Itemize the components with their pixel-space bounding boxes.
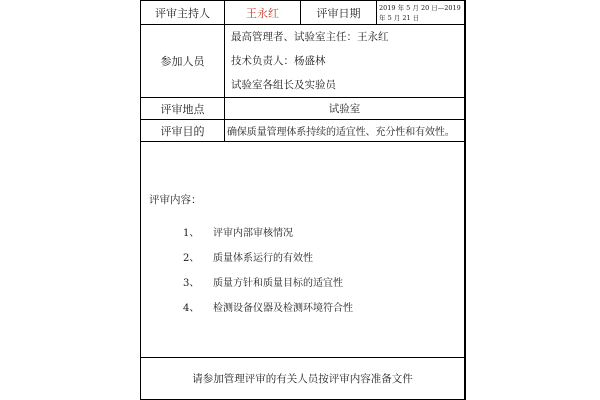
participants-label: 参加人员 — [141, 25, 225, 98]
content-title: 评审内容： — [149, 194, 202, 206]
management-review-table — [140, 0, 465, 400]
purpose-label: 评审目的 — [141, 120, 225, 142]
participants-list — [225, 25, 465, 98]
content-item-text: 评审内部审核情况 — [213, 228, 293, 239]
content-item — [183, 249, 313, 264]
content-item-number: 1、 — [183, 228, 200, 239]
content-cell — [141, 142, 465, 358]
location-row — [141, 98, 465, 120]
content-item-text: 质量方针和质量目标的适宜性 — [213, 278, 343, 289]
content-item — [183, 299, 353, 314]
content-item-text: 质量体系运行的有效性 — [213, 253, 313, 264]
location-label: 评审地点 — [141, 98, 225, 120]
purpose-value: 确保质量管理体系持续的适宜性、充分性和有效性。 — [225, 120, 465, 142]
content-item — [183, 224, 293, 239]
content-item-number: 4、 — [183, 303, 200, 314]
header-row — [141, 1, 465, 25]
date-value — [377, 1, 465, 25]
content-item-number: 3、 — [183, 278, 200, 289]
participant-line: 最高管理者、试验室主任：王永红 — [231, 31, 389, 43]
date-label: 评审日期 — [301, 1, 377, 25]
content-item — [183, 274, 343, 289]
participant-line: 试验室各组长及实验员 — [231, 79, 336, 91]
footer-note: 请参加管理评审的有关人员按评审内容准备文件 — [141, 358, 465, 400]
location-value: 试验室 — [225, 98, 465, 120]
content-row — [141, 142, 465, 358]
date-value-line1: 2019 年 5 月 20 日—2019 — [379, 3, 461, 12]
participants-row — [141, 25, 465, 98]
date-value-line2: 年 5 月 21 日 — [379, 13, 420, 22]
footer-row — [141, 358, 465, 400]
host-label: 评审主持人 — [141, 1, 225, 25]
host-value: 王永红 — [225, 1, 301, 25]
participant-line: 技术负责人：杨盛林 — [231, 55, 326, 67]
content-item-number: 2、 — [183, 253, 200, 264]
content-item-text: 检测设备仪器及检测环境符合性 — [213, 303, 353, 314]
purpose-row — [141, 120, 465, 142]
